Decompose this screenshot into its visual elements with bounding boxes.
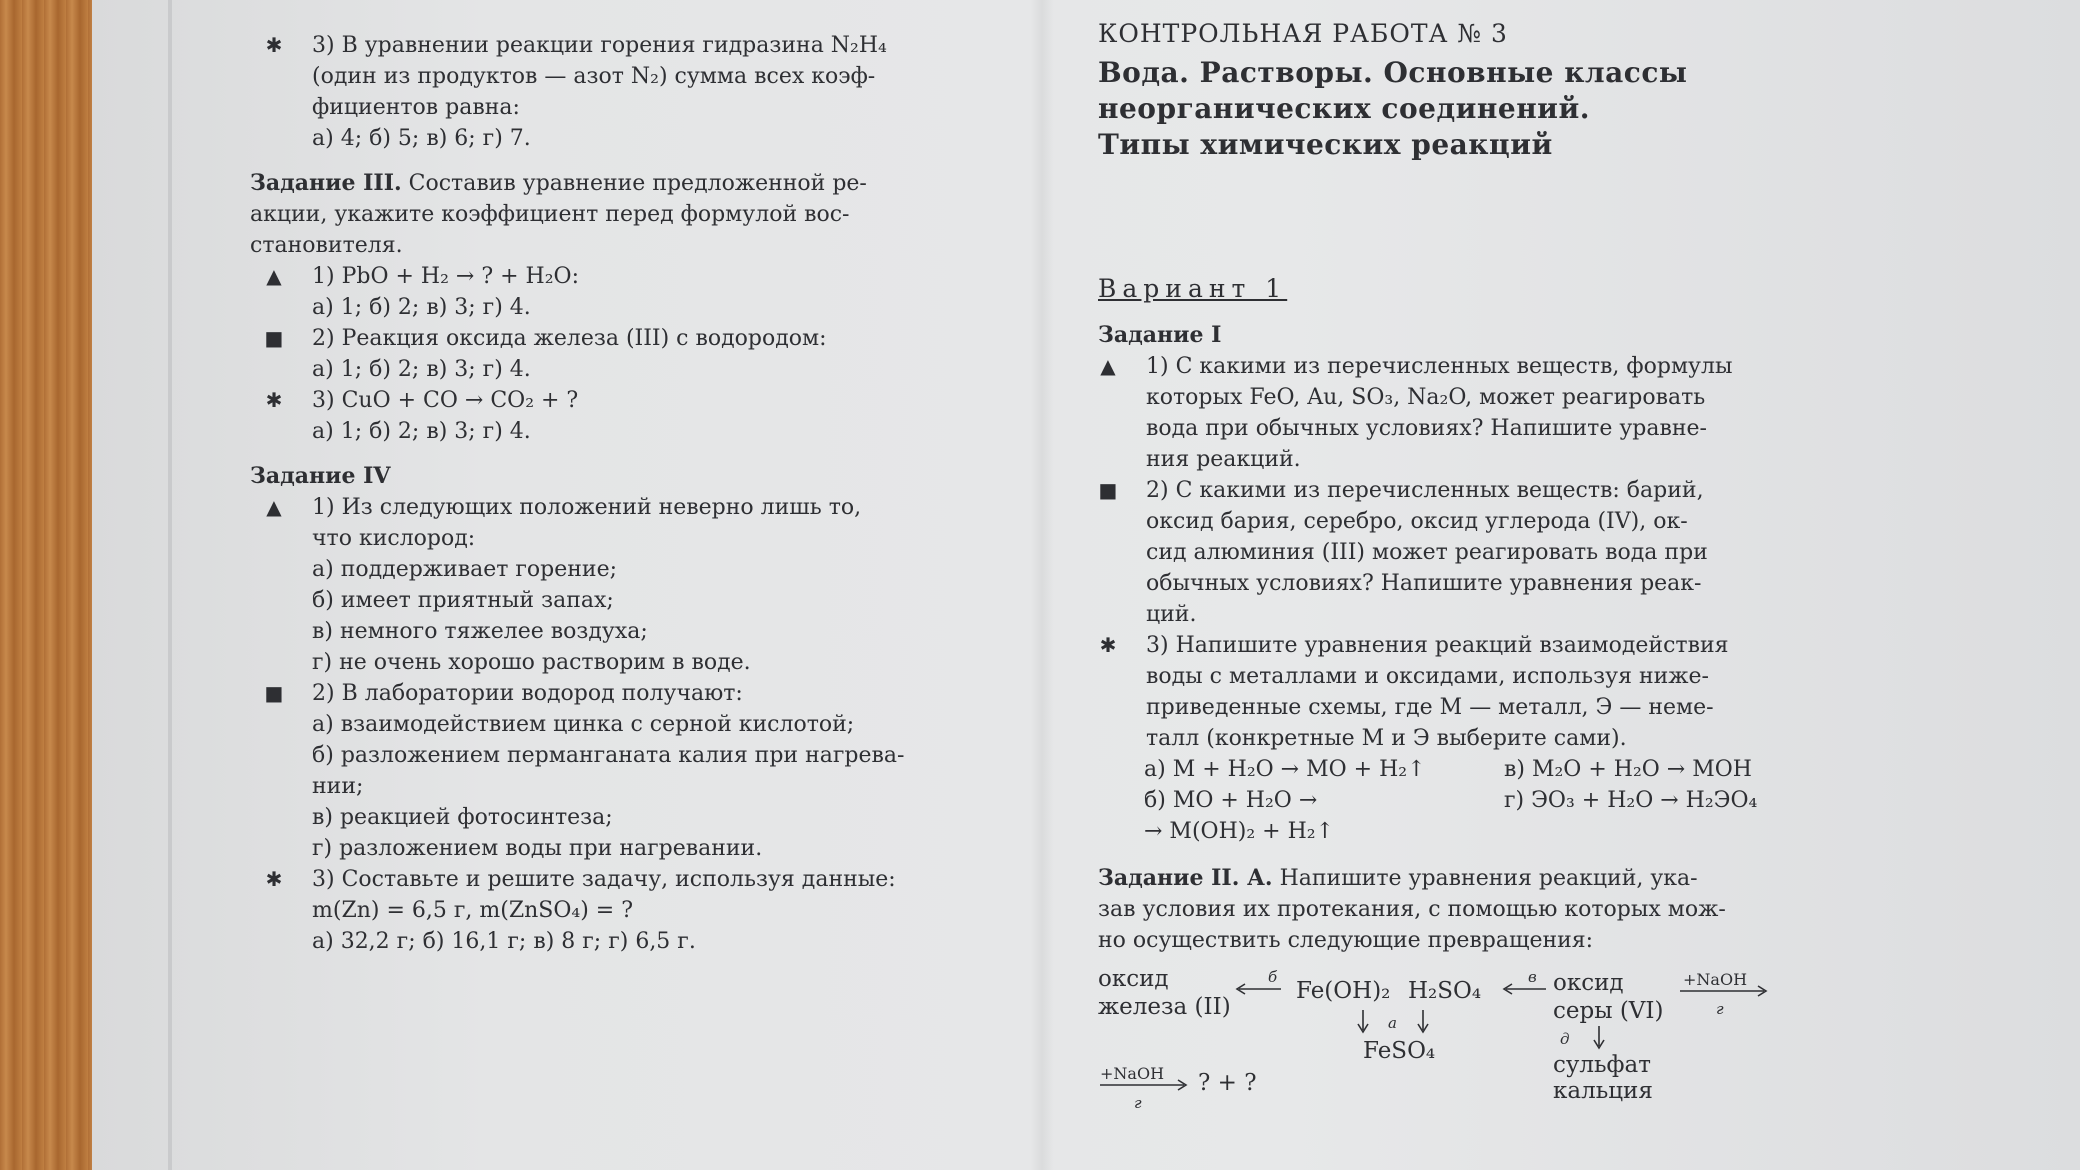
question-line: воды с металлами и оксидами, используя ниже- — [1146, 664, 1709, 689]
scheme-row — [1144, 816, 1798, 847]
question-line: 2) В лаборатории водород получают: — [312, 681, 743, 706]
wooden-table — [0, 0, 100, 1170]
sulfuric-acid: H₂SO₄ — [1408, 978, 1482, 1004]
answer-options: а) 1; б) 2; в) 3; г) 4. — [312, 357, 531, 382]
question-text: 2) Реакция оксида железа (III) с водородом: — [312, 326, 827, 351]
square-marker-icon: ■ — [264, 326, 284, 350]
question-line: обычных условиях? Напишите уравнения реак- — [1146, 571, 1702, 596]
question-line: талл (конкретные М и Э выберите сами). — [1146, 726, 1627, 751]
option-item: а) поддерживает горение; — [312, 557, 618, 582]
arrow-label-d: д — [1560, 1030, 1570, 1048]
question-line: ций. — [1146, 602, 1197, 627]
topic-line: Вода. Растворы. Основные классы — [1098, 56, 1688, 89]
task-2 — [1098, 863, 1798, 1114]
question-data: m(Zn) = 6,5 г, m(ZnSO₄) = ? — [312, 898, 634, 923]
reagent-naoh: +NaOH — [1683, 970, 1748, 989]
question-line: оксид бария, серебро, оксид углерода (IV), ок- — [1146, 509, 1688, 534]
option-item: а) взаимодействием цинка с серной кислотой; — [312, 712, 855, 737]
arrow-down-icon — [1416, 1008, 1430, 1034]
option-item: нии; — [312, 774, 364, 799]
reagent-naoh: +NaOH — [1100, 1064, 1165, 1083]
task-1-question-2 — [1098, 475, 1798, 630]
topic-line: Типы химических реакций — [1098, 128, 1553, 161]
task-4-question-1 — [250, 492, 910, 678]
intro-line: зав условия их протекания, с помощью которых мож- — [1098, 897, 1726, 922]
task-4-question-2 — [250, 678, 910, 864]
iron-hydroxide: Fe(OH)₂ — [1296, 978, 1391, 1004]
task-4-heading: Задание IV — [250, 463, 391, 489]
triangle-marker-icon: ▲ — [266, 495, 282, 519]
intro-line: становителя. — [250, 233, 403, 258]
scheme-b-continued: → M(OH)₂ + H₂↑ — [1144, 819, 1335, 844]
star-marker-icon: ✱ — [265, 867, 283, 891]
calcium-sulfate-label: кальция — [1553, 1078, 1653, 1104]
task-1-question-1 — [1098, 351, 1798, 475]
task-3-intro — [250, 168, 910, 199]
arrow-down-icon — [1356, 1008, 1370, 1034]
task-2-intro — [1098, 863, 1798, 894]
task-1-heading: Задание I — [1098, 322, 1222, 348]
scheme-a: а) M + H₂O → MO + H₂↑ — [1144, 757, 1426, 782]
task-3 — [250, 168, 910, 447]
answer-options: а) 4; б) 5; в) 6; г) 7. — [312, 126, 531, 151]
scheme-g: г) ЭO₃ + H₂O → H₂ЭO₄ — [1504, 788, 1758, 813]
star-marker-icon: ✱ — [265, 33, 283, 57]
question-line: 3) Напишите уравнения реакций взаимодействия — [1146, 633, 1729, 658]
topic-line: неорганических соединений. — [1098, 92, 1590, 125]
task-3-question-3 — [250, 385, 910, 416]
task-3-question-1 — [250, 261, 910, 292]
square-marker-icon: ■ — [1098, 478, 1118, 502]
question-text: 1) PbO + H₂ → ? + H₂O: — [312, 264, 580, 289]
option-item: в) немного тяжелее воздуха; — [312, 619, 648, 644]
sulfur-oxide-label: оксид — [1553, 970, 1624, 996]
arrow-left-icon — [1500, 982, 1548, 996]
right-page — [1098, 18, 1798, 1114]
question-line: что кислород: — [312, 526, 476, 551]
calcium-sulfate-label: сульфат — [1553, 1052, 1651, 1078]
question-line: 2) С какими из перечисленных веществ: барий, — [1146, 478, 1704, 503]
iron-oxide-label: оксид — [1098, 966, 1169, 992]
question-line: вода при обычных условиях? Напишите уравне- — [1146, 416, 1707, 441]
arrow-right-icon — [1678, 984, 1770, 998]
arrow-down-icon — [1592, 1024, 1606, 1050]
unknown-products: ? + ? — [1198, 1070, 1257, 1096]
question-hydrazine — [250, 30, 910, 154]
arrow-label-g: г — [1716, 1000, 1724, 1018]
option-item: б) разложением перманганата калия при нагрева- — [312, 743, 905, 768]
page-fold — [1030, 0, 1054, 1170]
iron-oxide-label: железа (II) — [1098, 994, 1231, 1020]
answer-options: а) 1; б) 2; в) 3; г) 4. — [312, 419, 531, 444]
arrow-label-b: б — [1268, 968, 1278, 986]
sheet-edge — [168, 0, 172, 1170]
test-title: КОНТРОЛЬНАЯ РАБОТА № 3 — [1098, 19, 1508, 48]
option-item: г) не очень хорошо растворим в воде. — [312, 650, 751, 675]
scheme-row — [1144, 785, 1798, 816]
question-line: 1) С какими из перечисленных веществ, формулы — [1146, 354, 1733, 379]
question-line: (один из продуктов — азот N₂) сумма всех коэф- — [312, 64, 876, 89]
task-3-heading: Задание III. — [250, 170, 402, 196]
question-line: которых FeO, Au, SO₃, Na₂O, может реагировать — [1146, 385, 1706, 410]
scheme-row — [1144, 754, 1798, 785]
task-3-question-2 — [250, 323, 910, 354]
arrow-label-v: в — [1528, 968, 1537, 986]
task-4 — [250, 461, 910, 957]
question-line: 3) Составьте и решите задачу, используя данные: — [312, 867, 896, 892]
arrow-label-a: а — [1388, 1014, 1397, 1032]
transformation-diagram — [1098, 964, 1798, 1114]
task-4-question-3 — [250, 864, 910, 957]
question-line: 3) В уравнении реакции горения гидразина N₂H₄ — [312, 33, 887, 58]
left-page — [250, 30, 910, 957]
question-line: сид алюминия (III) может реагировать вода при — [1146, 540, 1708, 565]
intro-line: но осуществить следующие превращения: — [1098, 928, 1594, 953]
sulfur-oxide-label: серы (VI) — [1553, 998, 1664, 1024]
triangle-marker-icon: ▲ — [1100, 354, 1116, 378]
arrow-right-icon — [1098, 1078, 1190, 1092]
intro-line: Составив уравнение предложенной ре- — [401, 171, 867, 196]
question-line: ния реакций. — [1146, 447, 1301, 472]
arrow-label-g: г — [1134, 1094, 1142, 1112]
question-line: фициентов равна: — [312, 95, 520, 120]
answer-options: а) 32,2 г; б) 16,1 г; в) 8 г; г) 6,5 г. — [312, 929, 696, 954]
intro-line: Напишите уравнения реакций, ука- — [1272, 866, 1698, 891]
task-1-question-3 — [1098, 630, 1798, 754]
question-line: 1) Из следующих положений неверно лишь то, — [312, 495, 862, 520]
option-item: г) разложением воды при нагревании. — [312, 836, 763, 861]
iron-sulfate: FeSO₄ — [1363, 1038, 1436, 1064]
star-marker-icon: ✱ — [265, 388, 283, 412]
question-text: 3) CuO + CO → CO₂ + ? — [312, 388, 579, 413]
option-item: в) реакцией фотосинтеза; — [312, 805, 613, 830]
variant-label: Вариант 1 — [1098, 274, 1288, 303]
star-marker-icon: ✱ — [1099, 633, 1117, 657]
option-item: б) имеет приятный запах; — [312, 588, 614, 613]
square-marker-icon: ■ — [264, 681, 284, 705]
intro-line: акции, укажите коэффициент перед формулой вос- — [250, 202, 850, 227]
task-2-heading: Задание II. А. — [1098, 865, 1273, 891]
scheme-v: в) M₂O + H₂O → MOH — [1504, 757, 1752, 782]
question-line: приведенные схемы, где М — металл, Э — неме- — [1146, 695, 1714, 720]
scheme-b: б) MO + H₂O → — [1144, 788, 1318, 813]
triangle-marker-icon: ▲ — [266, 264, 282, 288]
answer-options: а) 1; б) 2; в) 3; г) 4. — [312, 295, 531, 320]
